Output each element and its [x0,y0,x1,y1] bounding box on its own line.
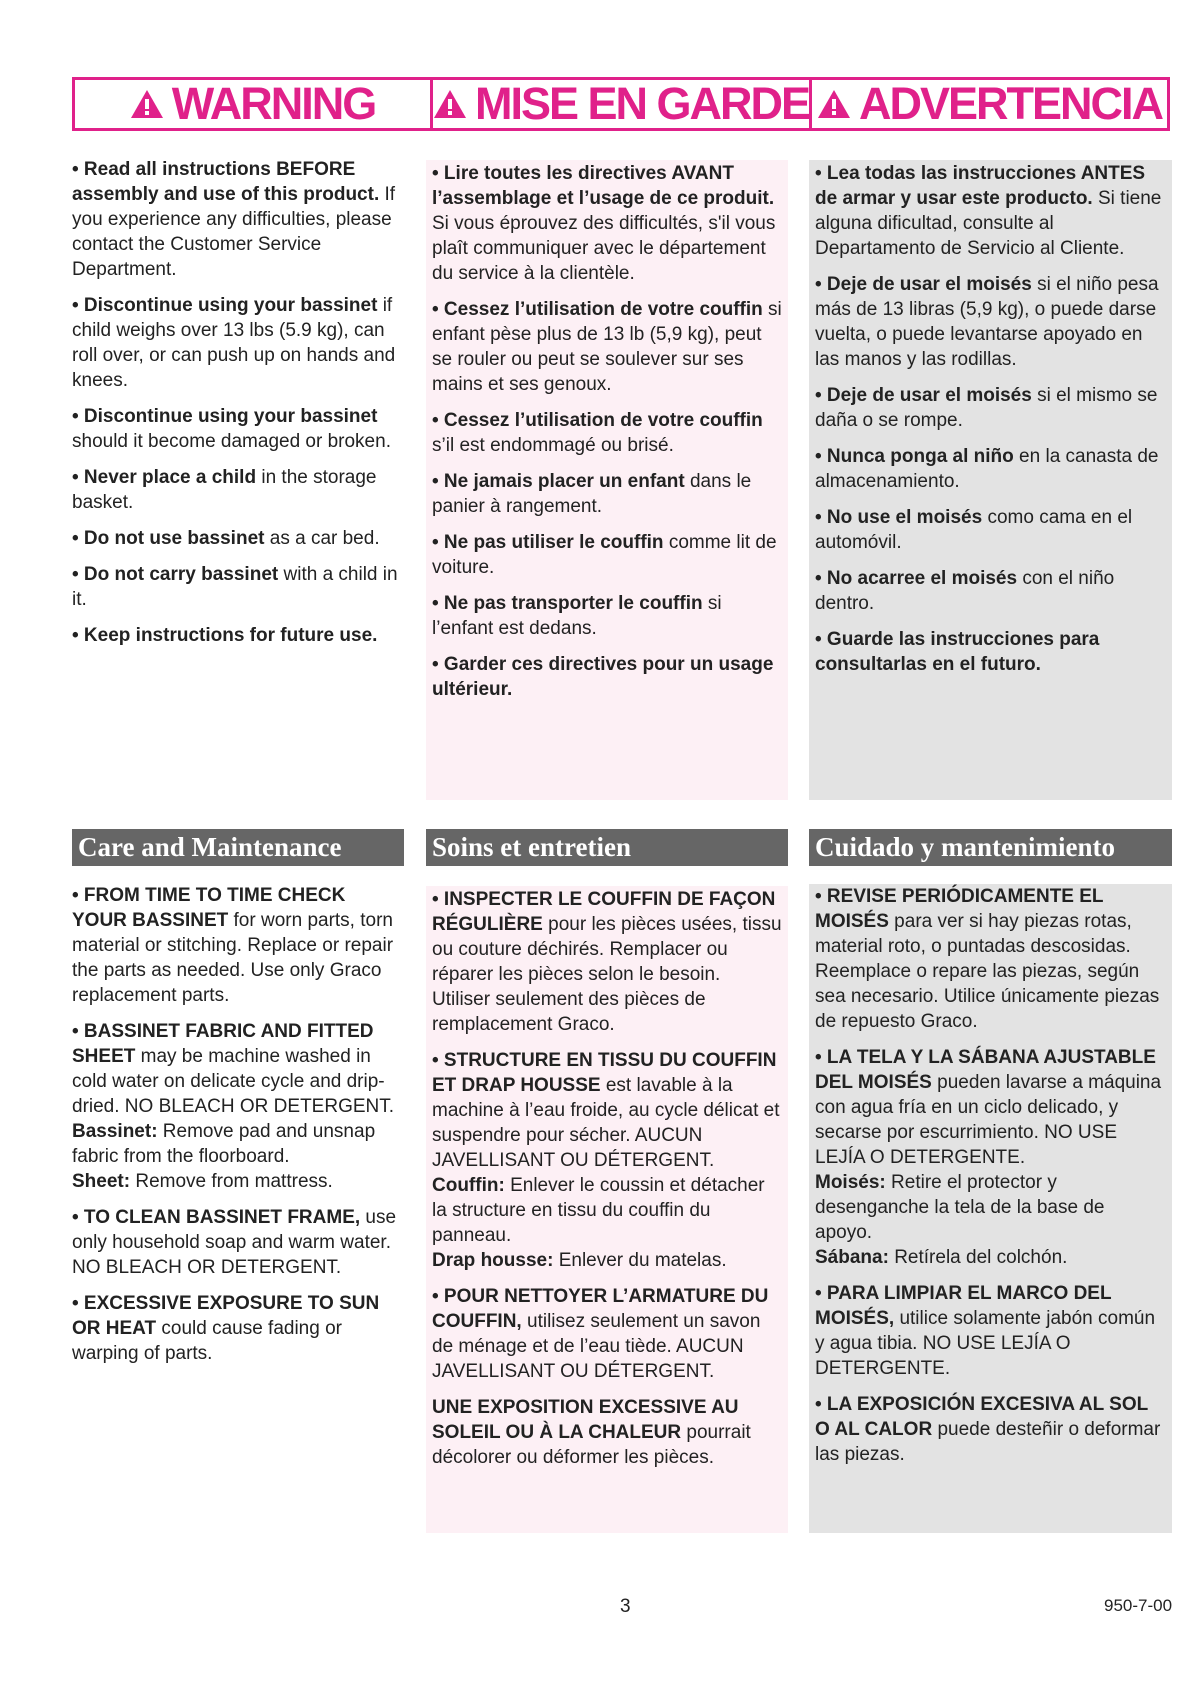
care-item: UNE EXPOSITION EXCESSIVE AU SOLEIL OU À LA CHALEUR pourrait décolorer ou déformer les pièces. [432,1397,751,1468]
care-item: • EXCESSIVE EXPOSURE TO SUN OR HEAT could cause fading or warping of parts. [72,1293,380,1364]
care-en-column [72,883,402,1377]
warning-label-fr: MISE EN GARDE [474,78,810,129]
warning-item: • Do not use bassinet as a car bed. [72,528,380,549]
warning-item: • Guarde las instrucciones para consultarlas en el futuro. [815,629,1100,675]
warning-triangle-icon [817,89,851,119]
warnings-es-column [809,160,1172,800]
care-item: • FROM TIME TO TIME CHECK YOUR BASSINET for worn parts, torn material or stitching. Replace or repair the parts as needed. Use only Graco replacement parts. [72,885,394,1006]
warning-item: • Deje de usar el moisés si el mismo se daña o se rompe. [815,385,1158,431]
warning-triangle-icon [433,89,467,119]
care-es-column [809,884,1172,1533]
care-item: • LA TELA Y LA SÁBANA AJUSTABLE DEL MOISÉS pueden lavarse a máquina con agua fría en un ciclo delicado, y secarse por escurrimiento. NO USE LEJÍA O DETERGENTE. Moisés: Retire el protector y desenganche la tela de la base de apoyo. Sábana: Retírela del colchón. [815,1047,1162,1268]
care-item: • PARA LIMPIAR EL MARCO DEL MOISÉS, utilice solamente jabón común y agua tibia. NO USE LEJÍA O DETERGENTE. [815,1283,1156,1379]
document-number: 950-7-00 [1104,1596,1173,1615]
warning-label-en: WARNING [171,78,376,129]
care-item: • REVISE PERIÓDICAMENTE EL MOISÉS para ver si hay piezas rotas, material roto, o puntadas descosidas. Reemplace o repare las piezas, según sea necesario. Utilice únicamente piezas de repuesto Graco. [815,886,1160,1032]
warning-title-en [75,80,433,128]
warning-item: • Do not carry bassinet with a child in it. [72,564,398,610]
warning-item: • Nunca ponga al niño en la canasta de almacenamiento. [815,446,1159,492]
warning-item: • Deje de usar el moisés si el niño pesa más de 13 libras (5,9 kg), o puede darse vuelta, o puede levantarse apoyado en las manos y las rodillas. [815,274,1159,370]
warning-item: • Lire toutes les directives AVANT l’assemblage et l’usage de ce produit. Si vous éprouvez des difficultés, s'il vous plaît communiquer avec le département du service à la clientèle. [432,163,776,284]
warning-bar [72,77,1170,131]
warning-item: • Ne jamais placer un enfant dans le panier à rangement. [432,471,752,517]
warning-title-fr [433,80,812,128]
warning-item: • Discontinue using your bassinet should it become damaged or broken. [72,406,391,452]
care-item: • BASSINET FABRIC AND FITTED SHEET may be machine washed in cold water on delicate cycle and drip-dried. NO BLEACH OR DETERGENT. Bassinet: Remove pad and unsnap fabric from the floorboard. Sheet: Remove from mattress. [72,1021,395,1192]
warning-item: • Discontinue using your bassinet if child weighs over 13 lbs (5.9 kg), can roll over, or can push up on hands and knees. [72,295,396,391]
care-item: • POUR NETTOYER L’ARMATURE DU COUFFIN, utilisez seulement un savon de ménage et de l’eau tiède. AUCUN JAVELLISANT OU DÉTERGENT. [432,1286,769,1382]
care-item: • INSPECTER LE COUFFIN DE FAÇON RÉGULIÈRE pour les pièces usées, tissu ou couture déchirés. Remplacer ou réparer les pièces selon le besoin. Utiliser seulement des pièces de remplacement Graco. [432,889,782,1035]
care-fr-column [426,886,788,1533]
warning-item: • Lea todas las instrucciones ANTES de armar y usar este producto. Si tiene alguna dificultad, consulte al Departamento de Servicio al Cliente. [815,163,1162,259]
warnings-en-column [72,157,402,659]
warning-item: • Keep instructions for future use. [72,625,378,646]
warning-item: • Ne pas utiliser le couffin comme lit de voiture. [432,532,777,578]
warning-item: • No use el moisés como cama en el automóvil. [815,507,1133,553]
warning-triangle-icon [130,89,164,119]
care-heading-fr: Soins et entretien [426,829,788,866]
warnings-fr-column [426,160,788,800]
warning-item: • Never place a child in the storage basket. [72,467,377,513]
warning-item: • Cessez l’utilisation de votre couffin si enfant pèse plus de 13 lb (5,9 kg), peut se rouler ou peut se soulever sur ses mains et ses genoux. [432,299,782,395]
warning-item: • Cessez l’utilisation de votre couffin s’il est endommagé ou brisé. [432,410,763,456]
care-item: • LA EXPOSICIÓN EXCESIVA AL SOL O AL CALOR puede desteñir o deformar las piezas. [815,1394,1161,1465]
care-heading-es: Cuidado y mantenimiento [809,829,1172,866]
care-item: • TO CLEAN BASSINET FRAME, use only household soap and warm water. NO BLEACH OR DETERGENT. [72,1207,397,1278]
page-number: 3 [620,1596,631,1617]
care-heading-en: Care and Maintenance [72,829,404,866]
warning-item: • Read all instructions BEFORE assembly and use of this product. If you experience any difficulties, please contact the Customer Service Department. [72,159,396,280]
warning-item: • Ne pas transporter le couffin si l’enfant est dedans. [432,593,722,639]
warning-item: • Garder ces directives pour un usage ultérieur. [432,654,774,700]
warning-item: • No acarree el moisés con el niño dentro. [815,568,1115,614]
warning-label-es: ADVERTENCIA [859,78,1163,129]
care-item: • STRUCTURE EN TISSU DU COUFFIN ET DRAP HOUSSE est lavable à la machine à l’eau froide, au cycle délicat et suspendre pour sécher. AUCUN JAVELLISANT OU DÉTERGENT. Couffin: Enlever le coussin et détacher la structure en tissu du couffin du panneau. Drap housse: Enlever du matelas. [432,1050,780,1271]
warning-title-es [812,80,1167,128]
